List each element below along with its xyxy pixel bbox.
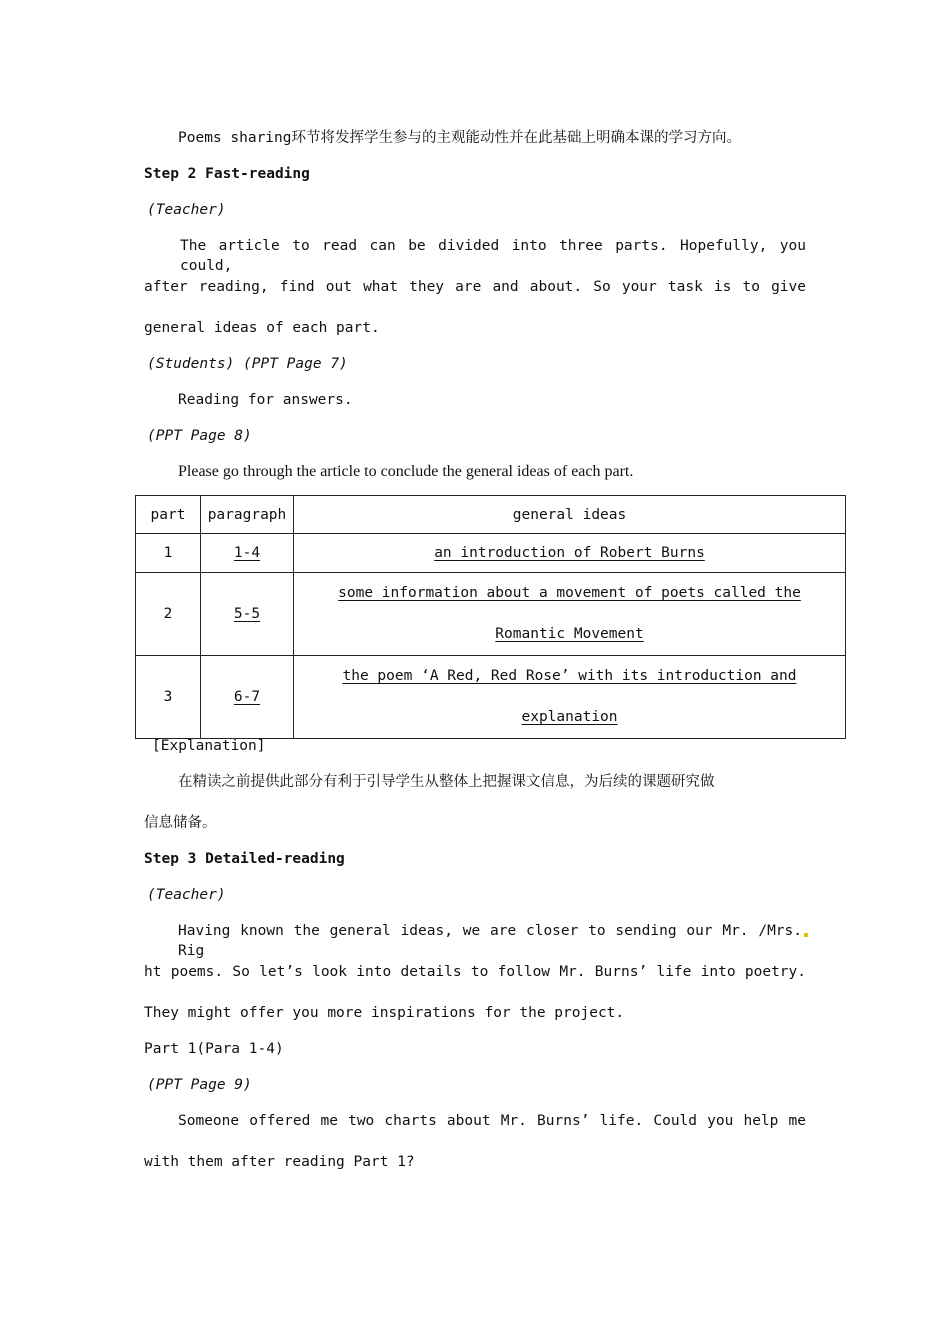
text-marker: [804, 933, 808, 937]
header-cell: part: [136, 496, 201, 534]
paragraph-line: They might offer you more inspirations for the project.: [144, 1005, 625, 1021]
step3-heading: Step 3 Detailed-reading: [144, 851, 345, 867]
part-cell: 3: [136, 656, 201, 739]
general-ideas-table: [135, 495, 846, 739]
instruction-text: Please go through the article to conclude the general ideas of each part.: [178, 463, 634, 480]
paragraph-line: ht poems. So let’s look into details to follow Mr. Burns’ life into poetry.: [144, 964, 806, 980]
idea-text: the poem ‘A Red, Red Rose’ with its introduction and explanation: [342, 668, 797, 725]
paragraph-line: The article to read can be divided into three parts. Hopefully, you could,: [180, 238, 806, 274]
paragraph-range: 5-5: [233, 606, 261, 622]
paragraph-range: 6-7: [233, 689, 261, 705]
part-cell: 1: [136, 534, 201, 573]
students-label: (Students) (PPT Page 7): [147, 356, 348, 372]
ppt-label: (PPT Page 9): [147, 1077, 252, 1093]
part-cell: 2: [136, 573, 201, 656]
paragraph-line: Someone offered me two charts about Mr. Burns’ life. Could you help me: [178, 1113, 806, 1129]
explanation-label: [Explanation]: [152, 738, 266, 754]
paragraph-cell: [201, 534, 294, 573]
teacher-label: (Teacher): [147, 202, 226, 218]
paragraph-cell: [201, 656, 294, 739]
chinese-line: 信息储备。: [144, 815, 217, 831]
ppt-label: (PPT Page 8): [147, 428, 252, 444]
paragraph-line: Having known the general ideas, we are closer to sending our Mr. /Mrs. Rig: [178, 923, 802, 959]
paragraph-line: with them after reading Part 1?: [144, 1154, 415, 1170]
header-cell: paragraph: [201, 496, 294, 534]
part-heading: Part 1(Para 1-4): [144, 1041, 284, 1057]
paragraph-range: 1-4: [233, 545, 261, 561]
idea-cell: [294, 656, 846, 739]
idea-text: an introduction of Robert Burns: [434, 545, 705, 561]
intro-sentence: Poems sharing环节将发挥学生参与的主观能动性并在此基础上明确本课的学习方向。: [178, 130, 741, 146]
idea-cell: [294, 573, 846, 656]
idea-text: some information about a movement of poets called the Romantic Movement: [338, 585, 801, 642]
chinese-line: 在精读之前提供此部分有利于引导学生从整体上把握课文信息，为后续的课题研究做: [178, 774, 715, 790]
teacher-label: (Teacher): [147, 887, 226, 903]
reading-text: Reading for answers.: [178, 392, 353, 408]
table-header-row: [136, 496, 846, 534]
table-row: [136, 573, 846, 656]
table-row: [136, 656, 846, 739]
paragraph-cell: [201, 573, 294, 656]
paragraph-line: general ideas of each part.: [144, 320, 380, 336]
header-cell: general ideas: [294, 496, 846, 534]
table-row: [136, 534, 846, 573]
idea-cell: [294, 534, 846, 573]
step2-heading: Step 2 Fast-reading: [144, 166, 310, 182]
paragraph-line: after reading, find out what they are and about. So your task is to give: [144, 279, 806, 295]
